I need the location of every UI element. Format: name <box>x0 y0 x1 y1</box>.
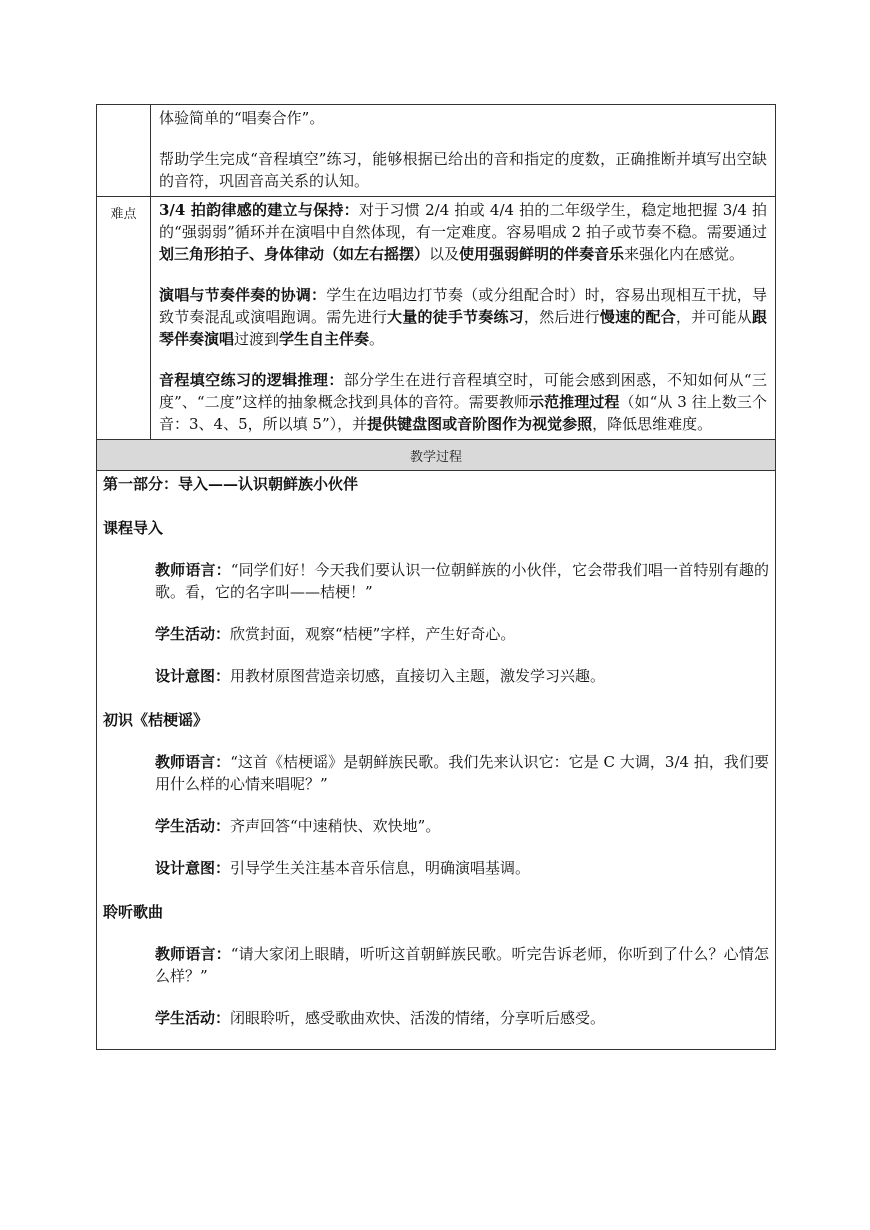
difficulty-heading: 音程填空练习的逻辑推理： <box>159 371 344 389</box>
process-header-row <box>97 440 776 471</box>
difficulty-content-cell <box>151 197 776 440</box>
list-item: 设计意图：引导学生关注基本音乐信息，明确演唱基调。 <box>155 859 531 877</box>
objectives-content-cell <box>151 105 776 197</box>
objective-paragraph: 体验简单的“唱奏合作”。 <box>159 109 325 127</box>
difficulty-heading: 演唱与节奏伴奏的协调： <box>159 286 327 304</box>
difficulty-heading: 3/4 拍韵律感的建立与保持： <box>159 201 359 219</box>
process-section <box>103 901 769 1029</box>
objective-paragraph: 帮助学生完成“音程填空”练习，能够根据已给出的音和指定的度数，正确推断并填写出空缺的音符，巩固音高关系的认知。 <box>159 150 767 190</box>
list-item: 教师语言：“同学们好！今天我们要认识一位朝鲜族的小伙伴，它会带我们唱一首特别有趣的歌。看，它的名字叫——桔梗！” <box>155 561 769 601</box>
difficulty-paragraph: 3/4 拍韵律感的建立与保持：对于习惯 2/4 拍或 4/4 拍的二年级学生，稳定地把握 3/4 拍的“强弱弱”循环并在演唱中自然体现，有一定难度。容易唱成 2 拍子或节奏不稳。需要通过划三角形拍子、身体律动（如左右摇摆）以及使用强弱鲜明的伴奏音乐来强化内在感觉。 <box>159 201 767 263</box>
list-item: 设计意图：用教材原图营造亲切感，直接切入主题，激发学习兴趣。 <box>155 667 606 685</box>
list-item: 学生活动：闭眼聆听，感受歌曲欢快、活泼的情绪，分享听后感受。 <box>155 1009 606 1027</box>
lesson-plan-table <box>96 104 776 1050</box>
difficulty-label: 难点 <box>97 197 151 440</box>
part-title: 第一部分：导入——认识朝鲜族小伙伴 <box>103 475 359 493</box>
list-item: 学生活动：齐声回答“中速稍快、欢快地”。 <box>155 817 441 835</box>
list-item: 教师语言：“请大家闭上眼睛，听听这首朝鲜族民歌。听完告诉老师，你听到了什么？心情怎么样？” <box>155 945 769 985</box>
process-section <box>103 517 769 687</box>
process-row <box>97 471 776 1050</box>
objectives-continuation-row <box>97 105 776 197</box>
section-title: 课程导入 <box>103 519 164 537</box>
section-title: 初识《桔梗谣》 <box>103 711 209 729</box>
objectives-label-cell <box>97 105 151 197</box>
list-item: 学生活动：欣赏封面，观察“桔梗”字样，产生好奇心。 <box>155 625 516 643</box>
difficulty-row <box>97 197 776 440</box>
list-item: 教师语言：“这首《桔梗谣》是朝鲜族民歌。我们先来认识它：它是 C 大调，3/4 拍，我们要用什么样的心情来唱呢？” <box>155 753 769 793</box>
process-content-cell <box>97 471 776 1050</box>
difficulty-paragraph: 音程填空练习的逻辑推理：部分学生在进行音程填空时，可能会感到困惑，不知如何从“三度”、“二度”这样的抽象概念找到具体的音符。需要教师示范推理过程（如“从 3 往上数三个音：3、4、5，所以填 5”），并提供键盘图或音阶图作为视觉参照，降低思维难度。 <box>159 371 767 433</box>
difficulty-paragraph: 演唱与节奏伴奏的协调：学生在边唱边打节奏（或分组配合时）时，容易出现相互干扰，导致节奏混乱或演唱跑调。需先进行大量的徒手节奏练习，然后进行慢速的配合，并可能从跟琴伴奏演唱过渡到学生自主伴奏。 <box>159 286 767 348</box>
process-section <box>103 709 769 879</box>
process-header: 教学过程 <box>97 440 776 471</box>
section-title: 聆听歌曲 <box>103 903 164 921</box>
